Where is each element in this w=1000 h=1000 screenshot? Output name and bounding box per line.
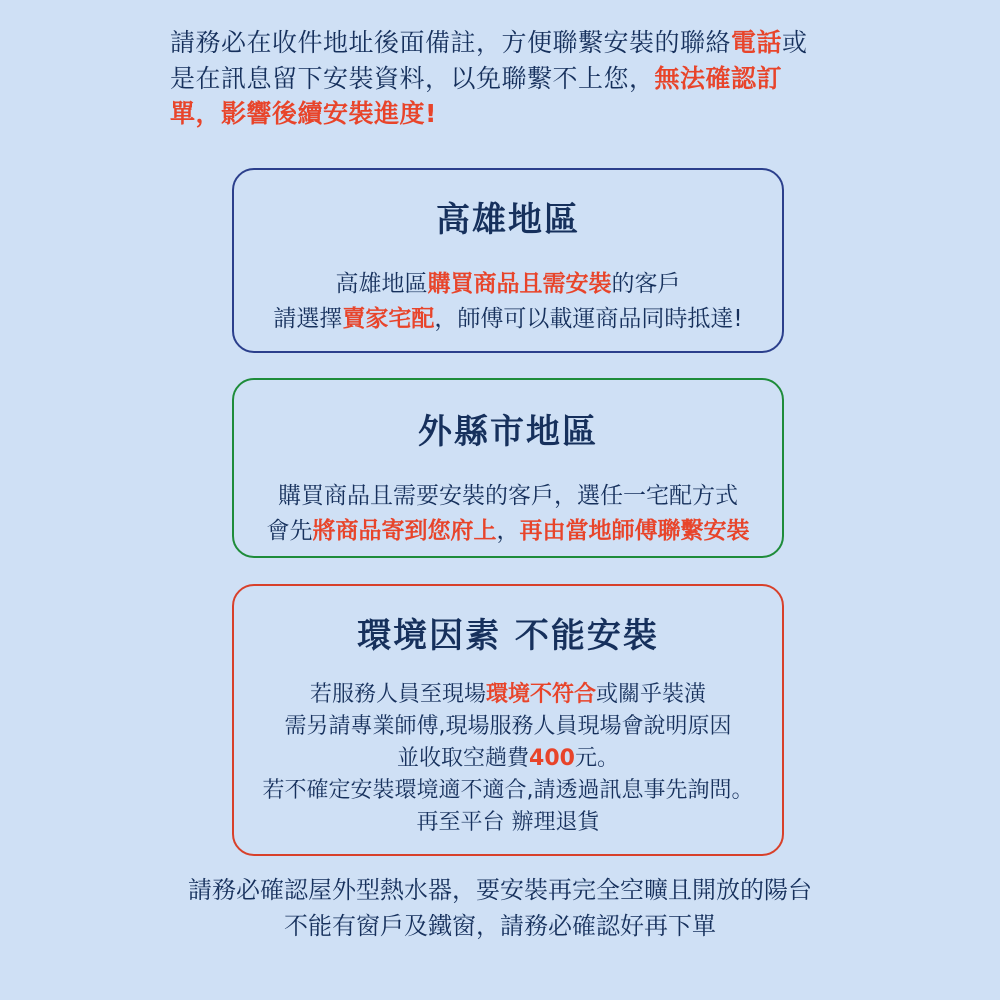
kaohsiung-l1-a: 高雄地區 xyxy=(335,271,428,297)
outside-county-l2-emphasis1: 將商品寄到您府上 xyxy=(312,517,497,544)
environment-line1 xyxy=(234,679,782,711)
top-notice xyxy=(170,25,830,132)
top-notice-line1-b: 或是在 xyxy=(170,28,808,93)
environment-fee-amount: 400 xyxy=(529,745,575,771)
kaohsiung-l1-emphasis: 購買商品且需安裝 xyxy=(427,271,612,297)
outside-county-line1: 購買商品且需要安裝的客戶，選任一宅配方式 xyxy=(278,483,738,509)
section-kaohsiung-line2 xyxy=(234,302,782,337)
top-notice-line2-a: 訊息留下安裝資料，以免聯繫不上您， xyxy=(221,63,655,93)
environment-line5: 再至平台 辦理退貨 xyxy=(416,809,600,835)
top-notice-line3-emphasis: 續安裝進度! xyxy=(297,99,437,128)
outside-county-line2 xyxy=(234,514,782,549)
bottom-notice xyxy=(150,872,850,944)
section-kaohsiung xyxy=(232,168,784,353)
environment-l3-a: 並收取空趟費 xyxy=(397,745,530,771)
outside-county-l2-a: 會先 xyxy=(266,517,313,544)
top-notice-line2-emphasis: 無法確認訂單，影響後 xyxy=(170,63,783,128)
outside-county-l2-b: ， xyxy=(496,517,520,544)
environment-l3-b: 元。 xyxy=(574,745,619,771)
environment-line3 xyxy=(234,743,782,775)
top-notice-line1-emphasis: 電話 xyxy=(731,28,783,57)
environment-l1-b: 或關乎裝潢 xyxy=(596,682,707,707)
environment-line4: 若不確定安裝環境適不適合,請透過訊息事先詢問。 xyxy=(262,777,754,803)
section-outside-county-title: 外縣市地區 xyxy=(418,412,598,452)
outside-county-l2-emphasis2: 再由當地師傅聯繫安裝 xyxy=(519,517,750,544)
bottom-notice-line2: 不能有窗戶及鐵窗，請務必確認好再下單 xyxy=(284,912,716,940)
environment-l1-emphasis: 環境不符合 xyxy=(485,682,596,707)
kaohsiung-l1-b: 的客戶 xyxy=(611,271,681,297)
section-kaohsiung-title: 高雄地區 xyxy=(436,200,580,240)
section-kaohsiung-body xyxy=(234,267,782,336)
section-outside-county-body xyxy=(234,479,782,548)
kaohsiung-l2-b: ，師傅可以載運商品同時抵達! xyxy=(434,305,743,332)
section-environment-body xyxy=(234,679,782,838)
top-notice-line1-a: 請務必在收件地址後面備註，方便聯繫安裝的聯絡 xyxy=(170,28,732,57)
environment-l1-a: 若服務人員至現場 xyxy=(309,682,486,707)
section-outside-county xyxy=(232,378,784,558)
kaohsiung-l2-a: 請選擇 xyxy=(273,305,343,332)
section-environment xyxy=(232,584,784,856)
environment-line2: 需另請專業師傅,現場服務人員現場會說明原因 xyxy=(284,713,732,739)
kaohsiung-l2-emphasis: 賣家宅配 xyxy=(342,305,435,332)
section-environment-title: 環境因素 不能安裝 xyxy=(357,616,659,656)
bottom-notice-line1: 請務必確認屋外型熱水器，要安裝再完全空曠且開放的陽台 xyxy=(188,876,812,904)
section-kaohsiung-line1 xyxy=(234,267,782,302)
